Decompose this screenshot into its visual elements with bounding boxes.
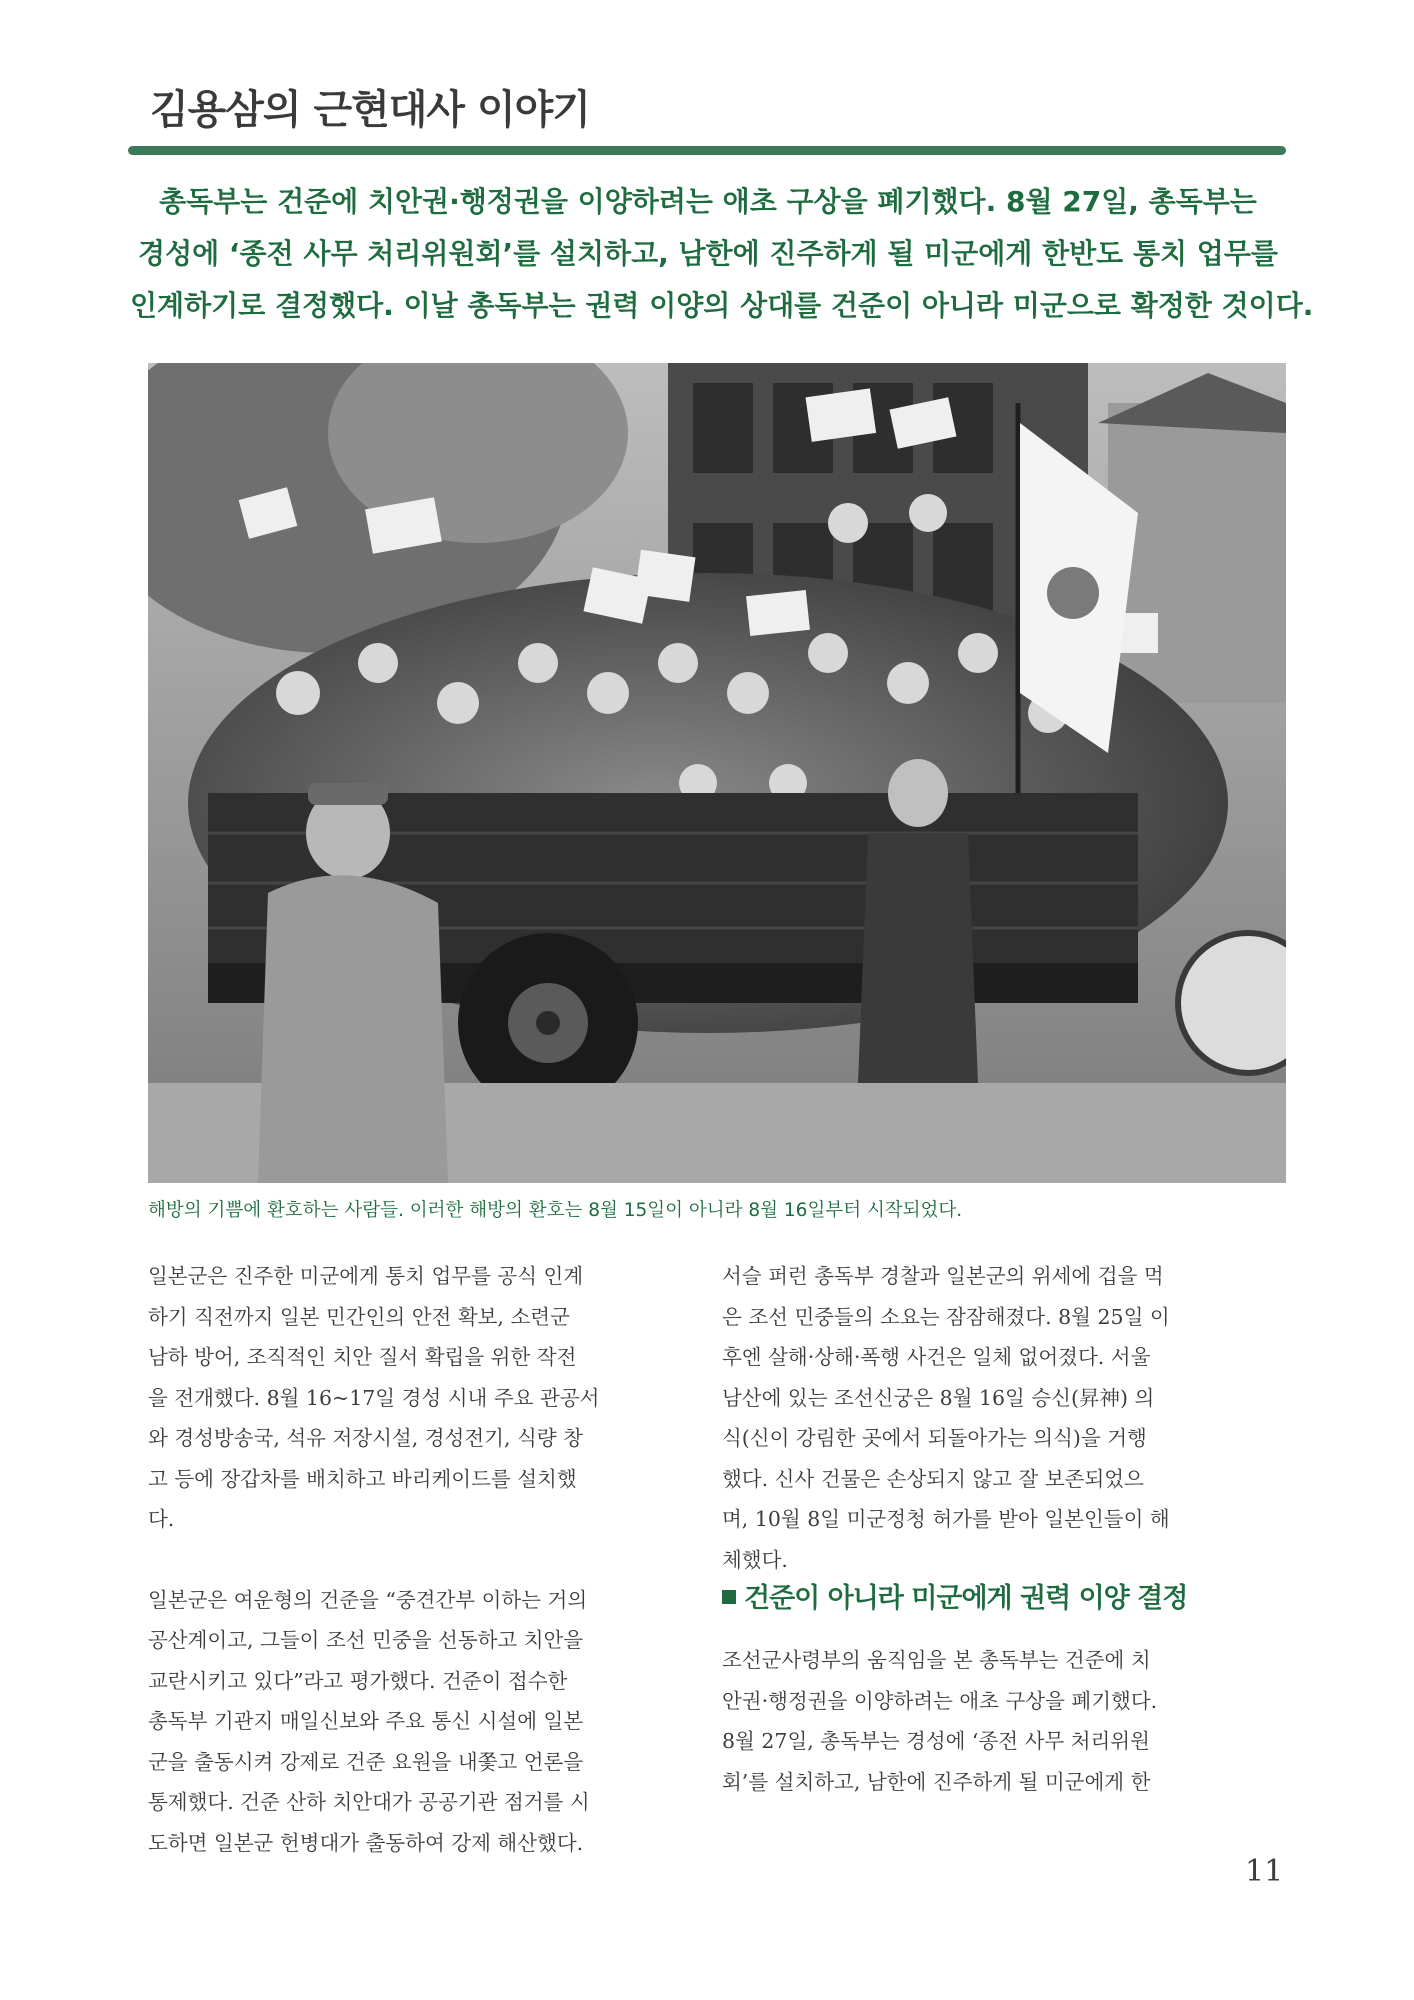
photo-caption: 해방의 기쁨에 환호하는 사람들. 이러한 해방의 환호는 8월 15일이 아니라 8월 16일부터 시작되었다. <box>148 1200 963 1221</box>
text-line: 며, 10월 8일 미군정청 허가를 받아 일본인들이 해 <box>722 1507 1170 1531</box>
text-line: 8월 27일, 총독부는 경성에 ‘종전 사무 처리위원 <box>722 1729 1150 1753</box>
lead-summary <box>130 176 1314 332</box>
text-line: 통제했다. 건준 산하 치안대가 공공기관 점거를 시 <box>148 1790 590 1814</box>
text-line: 했다. 신사 건물은 손상되지 않고 잘 보존되었으 <box>722 1466 1144 1491</box>
text-line: 도하면 일본군 헌병대가 출동하여 강제 해산했다. <box>148 1830 584 1855</box>
text-line: 식(신이 강림한 곳에서 되돌아가는 의식)을 거행 <box>722 1426 1147 1450</box>
text-line: 안권·행정권을 이양하려는 애초 구상을 폐기했다. <box>722 1688 1158 1713</box>
lead-line: 총독부는 건준에 치안권·행정권을 이양하려는 애초 구상을 폐기했다. 8월 27일, 총독부는 <box>159 185 1257 218</box>
title-divider <box>128 146 1286 155</box>
text-line: 남산에 있는 조선신궁은 8월 16일 승신(昇神) 의 <box>722 1385 1155 1410</box>
paragraph <box>148 1580 701 1864</box>
section-heading <box>722 1576 1187 1615</box>
text-line: 와 경성방송국, 석유 저장시설, 경성전기, 식량 창 <box>148 1426 583 1450</box>
text-line: 일본군은 진주한 미군에게 통치 업무를 공식 인계 <box>148 1264 584 1288</box>
square-bullet-icon <box>722 1590 736 1604</box>
text-line: 회’를 설치하고, 남한에 진주하게 될 미군에게 한 <box>722 1769 1151 1794</box>
text-line: 총독부 기관지 매일신보와 주요 통신 시설에 일본 <box>148 1709 584 1733</box>
text-line: 서슬 퍼런 총독부 경찰과 일본군의 위세에 겁을 먹 <box>722 1264 1164 1288</box>
lead-line: 경성에 ‘종전 사무 처리위원회’를 설치하고, 남한에 진주하게 될 미군에게 한반도 통치 업무를 <box>138 237 1278 270</box>
text-line: 남하 방어, 조직적인 치안 질서 확립을 위한 작전 <box>148 1345 577 1369</box>
text-line: 체했다. <box>722 1547 788 1572</box>
body-column-right <box>722 1256 1275 1580</box>
paragraph <box>722 1640 1275 1802</box>
text-line: 일본군은 여운형의 건준을 “중견간부 이하는 거의 <box>148 1587 588 1612</box>
text-line: 다. <box>148 1507 175 1531</box>
liberation-photo <box>148 363 1286 1183</box>
text-line: 하기 직전까지 일본 민간인의 안전 확보, 소련군 <box>148 1304 570 1329</box>
paragraph <box>722 1256 1275 1580</box>
series-title: 김용삼의 근현대사 이야기 <box>150 87 590 133</box>
text-line: 교란시키고 있다”라고 평가했다. 건준이 접수한 <box>148 1668 568 1693</box>
text-line: 공산계이고, 그들이 조선 민중을 선동하고 치안을 <box>148 1628 584 1652</box>
section-heading-text: 건준이 아니라 미군에게 권력 이양 결정 <box>744 1583 1188 1614</box>
body-column-right-continued <box>722 1640 1275 1802</box>
paragraph <box>148 1256 701 1540</box>
text-line: 후엔 살해·상해·폭행 사건은 일체 없어졌다. 서울 <box>722 1345 1151 1369</box>
body-column-left <box>148 1256 701 1863</box>
text-line: 은 조선 민중들의 소요는 잠잠해졌다. 8월 25일 이 <box>722 1304 1170 1329</box>
lead-line: 인계하기로 결정했다. 이날 총독부는 권력 이양의 상대를 건준이 아니라 미군으로 확정한 것이다. <box>130 289 1314 322</box>
text-line: 고 등에 장갑차를 배치하고 바리케이드를 설치했 <box>148 1466 577 1491</box>
page-number: 11 <box>1245 1854 1284 1889</box>
text-line: 을 전개했다. 8월 16~17일 경성 시내 주요 관공서 <box>148 1385 600 1410</box>
text-line: 조선군사령부의 움직임을 본 총독부는 건준에 치 <box>722 1648 1151 1672</box>
text-line: 군을 출동시켜 강제로 건준 요원을 내쫓고 언론을 <box>148 1749 584 1774</box>
